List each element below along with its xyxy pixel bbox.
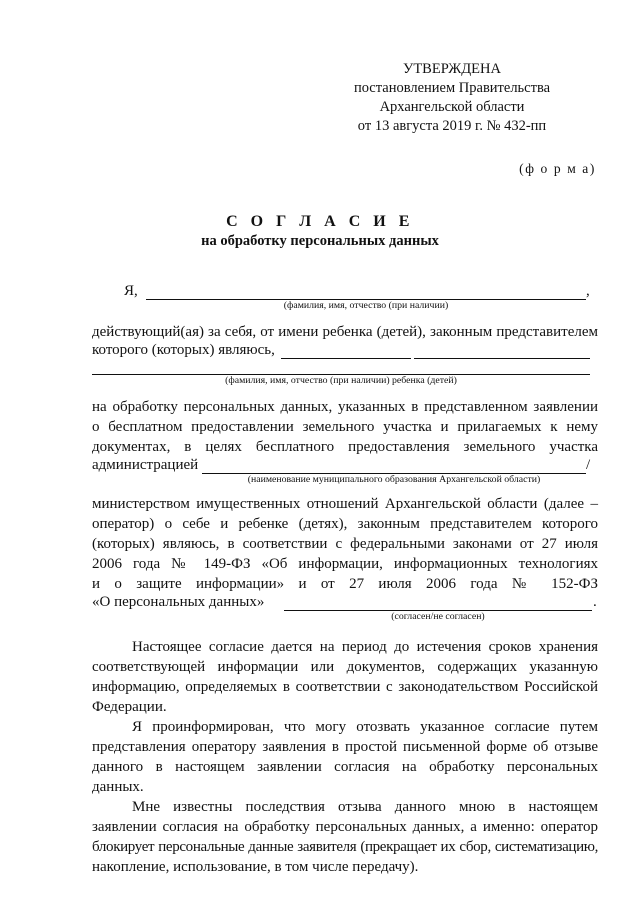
representative-line-1: действующий(ая) за себя, от имени ребенка (детей), законным представителем	[92, 324, 598, 340]
purpose-line-4-suffix: /	[586, 457, 591, 473]
child-name-field-part-1[interactable]	[281, 358, 411, 359]
validity-line-2: соответствующей информации или документов, содержащих указанную	[92, 659, 598, 675]
purpose-line-1: на обработку персональных данных, указанных в представленном заявлении	[92, 399, 598, 415]
consequences-line-4: накопление, использование, в том числе передачу).	[92, 859, 419, 875]
consequences-line-3: блокирует персональные данные заявителя (прекращает их сбор, систематизацию,	[92, 839, 598, 855]
validity-paragraph	[92, 637, 598, 717]
name-prefix: Я,	[124, 283, 138, 299]
name-suffix: ,	[586, 283, 590, 299]
purpose-line-4-prefix: администрацией	[92, 457, 199, 473]
validity-line-3: информацию, определяемых в соответствии с законодательством Российской	[92, 679, 598, 695]
revocation-line-4: данных.	[92, 779, 144, 795]
child-name-caption: (фамилия, имя, отчество (при наличии) ребенка (детей)	[225, 375, 457, 386]
consequences-paragraph	[92, 797, 598, 877]
validity-line-4: Федерации.	[92, 699, 167, 715]
representative-line-2: которого (которых) являюсь,	[92, 342, 275, 358]
approval-block	[322, 60, 582, 136]
consent-caption: (согласен/не согласен)	[391, 611, 485, 622]
ministry-line-5: и о защите информации» и от 27 июля 2006 года № 152-ФЗ	[92, 576, 598, 592]
approval-line-4: от 13 августа 2019 г. № 432-пп	[357, 118, 547, 134]
ministry-line-2: оператор) о себе и ребенке (детях), законным представителем которого	[92, 516, 598, 532]
approval-line-2: постановлением Правительства	[353, 80, 551, 96]
ministry-paragraph	[92, 494, 598, 594]
ministry-line-4: 2006 года № 149-ФЗ «Об информации, информационных технологиях	[92, 556, 598, 572]
ministry-line-6-prefix: «О персональных данных»	[92, 594, 265, 610]
ministry-line-6-suffix: .	[593, 594, 597, 610]
purpose-line-2: о бесплатном предоставлении земельного участка и прилагаемых к нему	[92, 419, 598, 435]
revocation-line-3: данного в настоящем заявлении согласия на обработку персональных	[92, 759, 598, 775]
revocation-line-2: представления оператору заявления в простой письменной форме об отзыве	[92, 739, 598, 755]
document-title: С О Г Л А С И Е	[226, 213, 414, 230]
consequences-line-2: заявлении согласия на обработку персональных данных, а именно: оператор	[92, 819, 598, 835]
consequences-line-1: Мне известны последствия отзыва данного мною в настоящем	[132, 799, 598, 815]
purpose-line-3: документах, в целях бесплатного предоставления земельного участка	[92, 439, 598, 455]
validity-line-1: Настоящее согласие дается на период до истечения сроков хранения	[132, 639, 598, 655]
document-subtitle: на обработку персональных данных	[201, 233, 439, 249]
ministry-line-3: (которых) являюсь, в соответствии с федеральными законами от 27 июля	[92, 536, 598, 552]
revocation-line-1: Я проинформирован, что могу отозвать указанное согласие путем	[132, 719, 598, 735]
full-name-caption: (фамилия, имя, отчество (при наличии)	[283, 300, 449, 311]
ministry-line-1: министерством имущественных отношений Архангельской области (далее –	[92, 496, 598, 512]
form-mark: (ф о р м а)	[519, 161, 596, 176]
representative-paragraph	[92, 322, 598, 342]
purpose-paragraph	[92, 397, 598, 457]
revocation-paragraph	[92, 717, 598, 797]
child-name-field-part-2[interactable]	[414, 358, 590, 359]
approval-line-3: Архангельской области	[379, 99, 525, 115]
municipality-caption: (наименование муниципального образования Архангельской области)	[247, 474, 541, 485]
approval-line-1: УТВЕРЖДЕНА	[403, 61, 501, 77]
